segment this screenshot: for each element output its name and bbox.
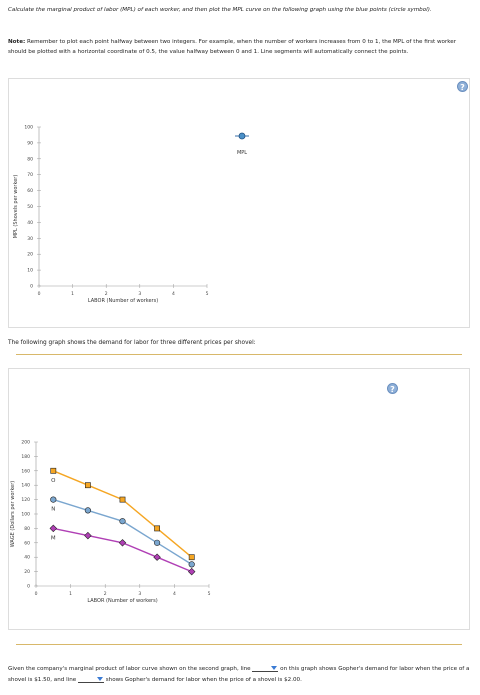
demand-x-tick-label: 3	[138, 592, 142, 597]
point-O	[85, 483, 90, 488]
point-O	[189, 555, 194, 560]
mpl-legend-label: MPL	[236, 150, 248, 156]
mpl-graph-panel	[8, 78, 470, 328]
question-text	[8, 664, 470, 686]
line-label-O: O	[51, 477, 56, 484]
demand-y-tick-label: 180	[21, 454, 30, 460]
series-line-M	[50, 528, 191, 571]
point-M	[119, 540, 126, 547]
instructions-text: Calculate the marginal product of labor (MPL) of each worker, and then plot the MPL curve on the following graph using the blue points (circle symbol).	[8, 7, 432, 13]
point-N	[189, 562, 195, 568]
mpl-x-axis-label: LABOR (Number of workers)	[87, 298, 159, 304]
mpl-y-tick-label: 0	[30, 284, 33, 290]
demand-x-tick-label: 1	[69, 592, 73, 597]
mpl-y-tick-label: 50	[27, 205, 33, 210]
mpl-y-tick-label: 20	[27, 252, 33, 258]
mpl-y-tick-label: 10	[27, 268, 33, 274]
demand-y-tick-label: 160	[21, 469, 30, 475]
mpl-chart[interactable]	[9, 79, 469, 327]
mpl-y-tick-label: 100	[24, 125, 33, 131]
line-label-N: N	[51, 506, 56, 513]
demand-x-tick-label: 4	[172, 592, 176, 597]
demand-x-tick-label: 5	[207, 592, 211, 597]
point-N	[85, 508, 91, 514]
point-N	[51, 497, 57, 503]
note-text	[8, 37, 470, 57]
demand-y-tick-label: 120	[21, 498, 30, 504]
point-O	[51, 468, 56, 473]
demand-x-tick-label: 0	[34, 592, 38, 597]
demand-y-tick-label: 0	[27, 584, 30, 590]
divider-bottom	[16, 644, 462, 645]
mpl-y-tick-label: 40	[27, 220, 33, 226]
point-M	[188, 568, 195, 575]
line-label-M: M	[50, 535, 56, 542]
demand-y-tick-label: 80	[24, 526, 30, 532]
line-dropdown-1[interactable]	[252, 665, 278, 672]
line-dropdown-2[interactable]	[78, 676, 104, 683]
demand-y-tick-label: 60	[24, 541, 30, 547]
mpl-y-axis-label: MPL (Shovels per worker)	[13, 174, 19, 239]
mpl-y-tick-label: 30	[27, 236, 33, 242]
mpl-x-tick-label: 4	[171, 292, 175, 297]
point-N	[154, 540, 160, 546]
help-icon-2[interactable]: ?	[387, 383, 398, 394]
demand-y-tick-label: 20	[24, 570, 30, 576]
demand-y-tick-label: 140	[21, 483, 30, 489]
demand-intro-text: The following graph shows the demand for labor for three different prices per shovel:	[8, 340, 256, 346]
demand-graph-panel	[8, 368, 470, 630]
mpl-x-tick-label: 5	[205, 292, 209, 297]
demand-x-axis-label: LABOR (Number of workers)	[87, 598, 158, 604]
question-part2: on this graph shows Gopher's demand for labor when the price of a shovel is $1.50, and line	[8, 666, 470, 683]
demand-x-tick-label: 2	[103, 592, 107, 597]
demand-chart	[9, 369, 469, 629]
point-M	[154, 554, 161, 561]
point-O	[120, 497, 125, 502]
mpl-y-tick-label: 70	[27, 173, 33, 179]
mpl-x-tick-label: 3	[138, 292, 142, 297]
note-label: Note:	[8, 39, 26, 45]
note-body: Remember to plot each point halfway between two integers. For example, when the number of workers increases from 0 to 1, the MPL of the first worker should be plotted with a horizontal coordinate of 0.5, the value halfway between 0 and 1. Line segments will automatically connect the points.	[8, 39, 457, 55]
demand-y-tick-label: 100	[21, 512, 30, 518]
mpl-x-tick-label: 1	[71, 292, 75, 297]
mpl-x-tick-label: 0	[37, 292, 41, 297]
mpl-legend-marker	[239, 133, 245, 139]
demand-y-tick-label: 200	[21, 440, 30, 446]
point-M	[50, 525, 57, 532]
demand-y-axis-label: WAGE (Dollars per worker)	[10, 480, 16, 548]
mpl-y-tick-label: 60	[27, 189, 33, 195]
demand-y-tick-label: 40	[24, 555, 30, 561]
point-O	[155, 526, 160, 531]
help-icon[interactable]: ?	[457, 81, 468, 92]
series-line-N	[50, 500, 191, 565]
question-part1: Given the company's marginal product of labor curve shown on the second graph, line	[8, 666, 251, 672]
divider-top	[16, 354, 462, 355]
mpl-x-tick-label: 2	[104, 292, 108, 297]
point-M	[85, 532, 92, 539]
mpl-y-tick-label: 90	[27, 141, 33, 147]
point-N	[120, 518, 126, 524]
question-part3: shows Gopher's demand for labor when the price of a shovel is $2.00.	[105, 677, 302, 683]
mpl-y-tick-label: 80	[27, 157, 33, 163]
